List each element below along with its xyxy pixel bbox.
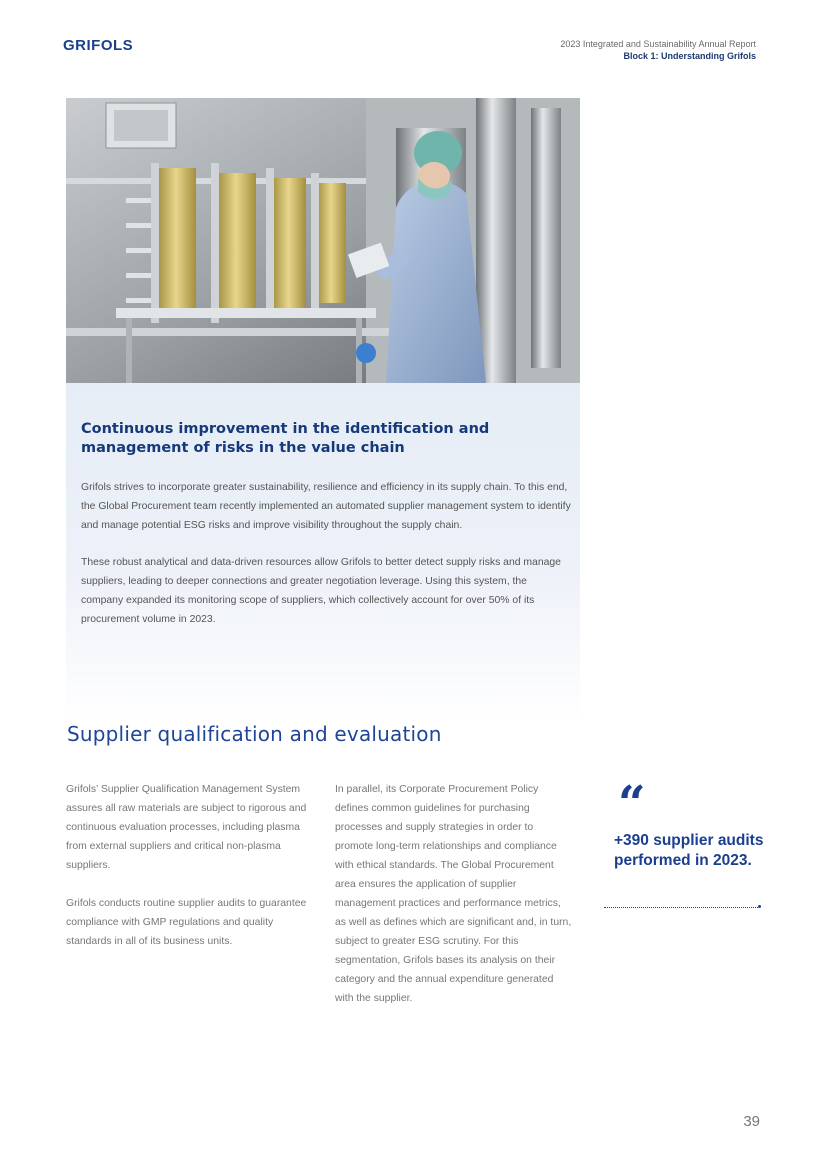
section-title: Supplier qualification and evaluation [67,722,442,746]
left-text-column [66,780,318,970]
body-paragraph: Grifols conducts routine supplier audits to guarantee compliance with GMP regulations and quality standards in all of its business units. [66,898,307,947]
block-label: Block 1: Understanding Grifols [623,51,756,61]
risk-management-feature-box [66,383,580,723]
body-paragraph: Grifols’ Supplier Qualification Management System assures all raw materials are subject to rigorous and continuous evaluation processes, including plasma from external suppliers and critical non-plasma suppliers. [66,784,307,871]
callout-highlight: +390 supplier audits performed in 2023. [614,832,764,869]
feature-box-paragraph: These robust analytical and data-driven resources allow Grifols to better detect supply risks and manage suppliers, leading to deeper connections and greater negotiation leverage. Using this system, the company expanded its monitoring scope of suppliers, which collectively account for over 50% of its procurement volume in 2023. [81,557,561,625]
report-title: 2023 Integrated and Sustainability Annual Report [560,39,756,49]
callout-divider [604,907,758,908]
report-header [560,38,756,62]
body-paragraph: In parallel, its Corporate Procurement Policy defines common guidelines for purchasing processes and supply strategies in order to promote long-term relationships and compliance with ethical standards. The Global Procurement area ensures the application of supplier management practices and performance metrics, as well as defines which are significant and, in turn, subject to greater ESG scrutiny. For this segmentation, Grifols bases its analysis on their category and the annual expenditure generated with the supplier. [335,784,572,1004]
page-number: 39 [743,1113,760,1130]
quote-mark-icon: “ [618,776,646,832]
middle-text-column [335,780,573,1027]
grifols-logo: GRIFOLS [63,37,134,54]
callout-divider-dot [758,905,761,908]
lab-photo [66,98,580,383]
feature-box-paragraph: Grifols strives to incorporate greater sustainability, resilience and efficiency in its supply chain. To this end, the Global Procurement team recently implemented an automated supplier management system to identify and manage potential ESG risks and improve visibility throughout the supply chain. [81,482,571,531]
feature-box-title: Continuous improvement in the identification and management of risks in the value chain [81,421,490,456]
